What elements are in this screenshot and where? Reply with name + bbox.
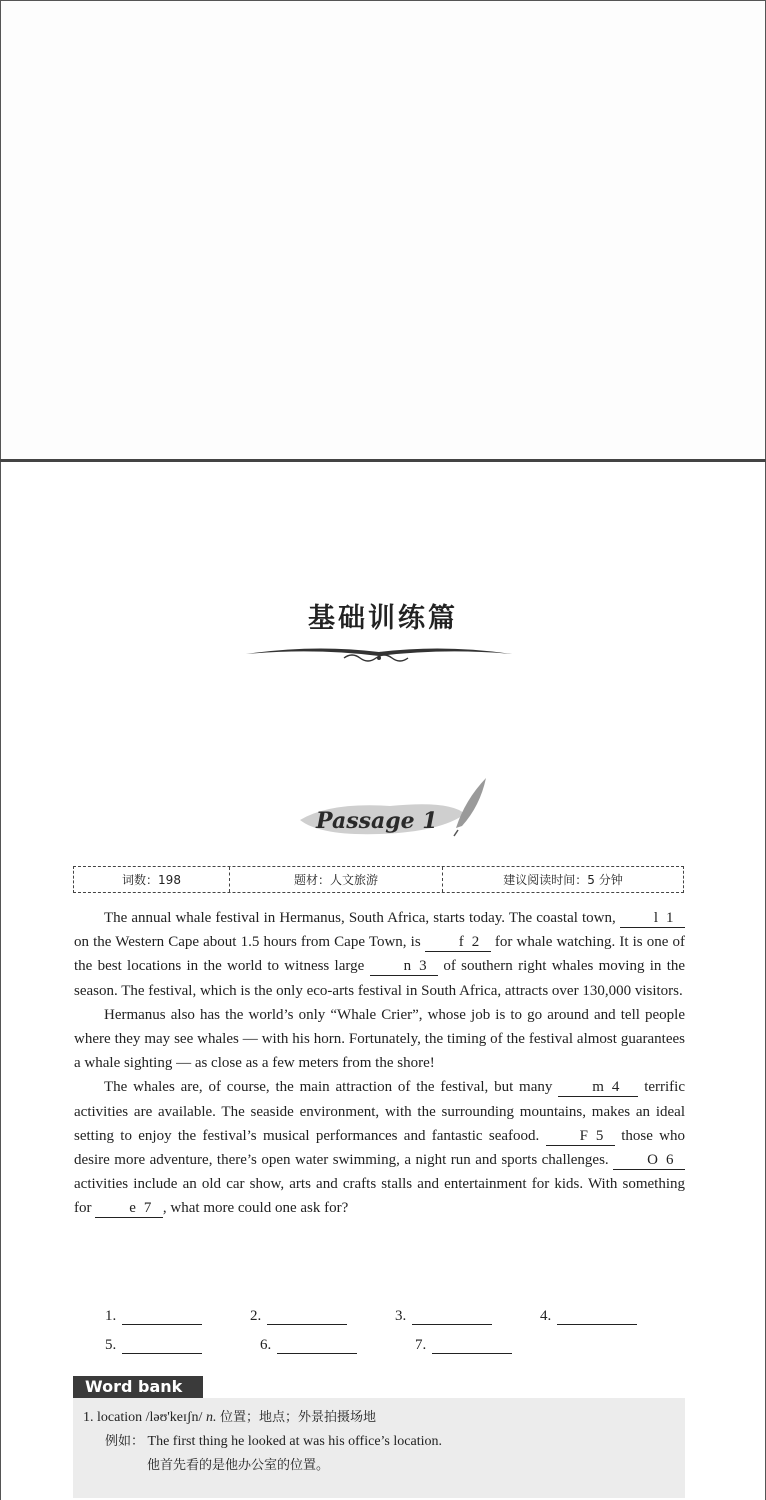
answer-4[interactable]: 4. xyxy=(540,1308,685,1325)
paragraph-3: The whales are, of course, the main attraction of the festival, but many m 4 terrific activities are available. The seaside environment, with the surrounding mountains, makes an ideal setting to enjoy the festival’s musical performances and fantastic seafood. F 5 those who desire more adventure, there’s open water swimming, a night run and sports challenges. O 6 activities include an old car show, arts and crafts stalls and entertainment for kids. With something for e 7 , what more could one ask for? xyxy=(74,1079,686,1217)
paragraph-1: The annual whale festival in Hermanus, South Africa, starts today. The coastal town, l 1 on the Western Cape about 1.5 hours from Cape Town, is f 2 for whale watching. It is one of the best locations in the world to witness large n 3 of southern right whales moving in the season. The festival, which is the only eco-arts festival in South Africa, attracts over 130,000 visitors. xyxy=(74,910,686,999)
passage-meta-box xyxy=(73,866,684,893)
topic: 题材：人文旅游 xyxy=(230,867,443,892)
blank-3: n 3 xyxy=(370,957,439,976)
ornament-divider-icon xyxy=(244,640,514,666)
section-title: 基础训练篇 xyxy=(308,603,458,634)
word-bank-header: Word bank xyxy=(73,1376,203,1398)
word-bank-body xyxy=(73,1398,685,1498)
answer-5[interactable]: 5. xyxy=(105,1337,260,1354)
reading-time: 建议阅读时间：5 分钟 xyxy=(503,873,623,887)
word-bank-entry: 1. location /ləʊ'keɪʃn/ n. 位置；地点；外景拍摄场地 xyxy=(83,1410,376,1425)
answer-1[interactable]: 1. xyxy=(105,1308,250,1325)
answer-row-1 xyxy=(105,1296,685,1325)
blank-6: O 6 xyxy=(613,1151,685,1170)
blank-4: m 4 xyxy=(558,1078,638,1097)
paragraph-2: Hermanus also has the world’s only “Whale Crier”, whose job is to go around and tell people where they may see whales — with his horn. Fortunately, the timing of the festival almost guarantees a whale sighting — as close as a few meters from the shore! xyxy=(74,1006,685,1072)
word-bank-example: 例如： The first thing he looked at was his office’s location. xyxy=(105,1434,442,1449)
answer-6[interactable]: 6. xyxy=(260,1337,415,1354)
previous-page xyxy=(0,0,766,460)
passage-text xyxy=(74,906,685,1221)
passage-label: Passage 1 xyxy=(316,808,438,834)
answer-2[interactable]: 2. xyxy=(250,1308,395,1325)
answer-3[interactable]: 3. xyxy=(395,1308,540,1325)
word-count: 词数：198 xyxy=(74,867,230,892)
blank-2: f 2 xyxy=(425,933,491,952)
blank-7: e 7 xyxy=(95,1199,163,1218)
blank-1: l 1 xyxy=(620,909,685,928)
answer-lines xyxy=(105,1296,685,1354)
word-bank-example-translation: 他首先看的是他办公室的位置。 xyxy=(147,1458,330,1473)
answer-row-2 xyxy=(105,1325,685,1354)
answer-7[interactable]: 7. xyxy=(415,1337,570,1354)
blank-5: F 5 xyxy=(546,1127,615,1146)
